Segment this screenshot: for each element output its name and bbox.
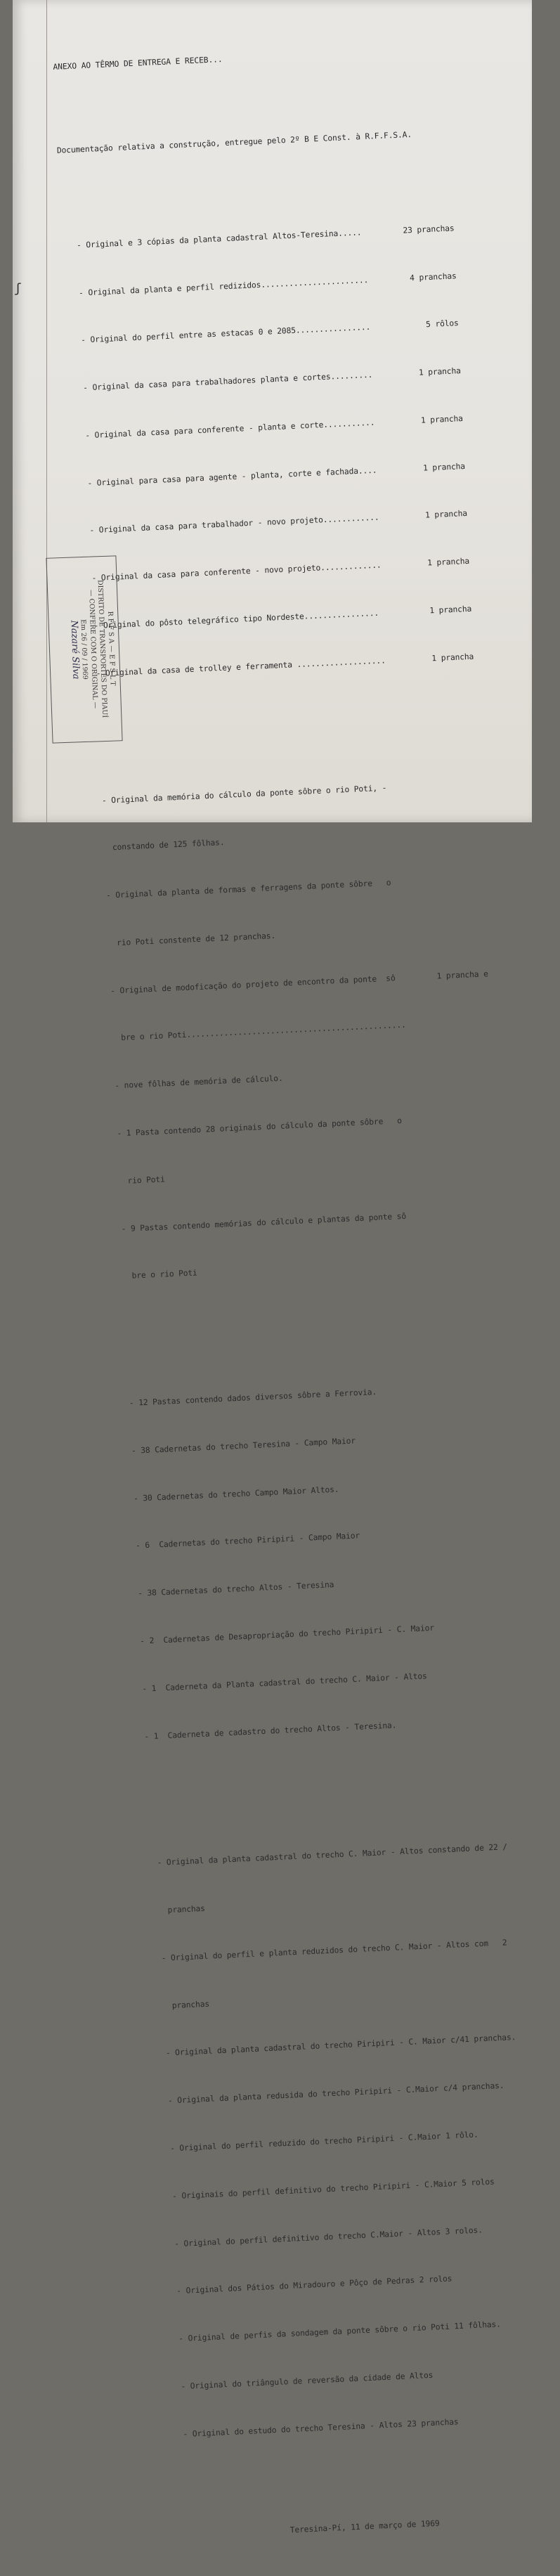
document-title: Documentação relativa a construção, entregue pelo 2º B E Const. à R.F.F.S.A.: [56, 130, 412, 155]
page-margin-line: [46, 0, 47, 822]
stamp-text: [44, 556, 122, 742]
list-item: - Original da planta cadastral do trecho Piripiri - C. Maior c/41 pranchas.: [165, 2033, 516, 2058]
list-item: - Original para casa para agente - planta, corte e fachada.... 1 prancha: [87, 461, 466, 488]
list-item: - 12 Pastas contendo dados diversos sôbre a Ferrovia.: [129, 1387, 377, 1409]
list-item: - Originais do perfil definitivo do trecho Piripiri - C.Maior 5 rolos: [171, 2177, 495, 2201]
list-item: - Original da casa para conferente - novo projeto............. 1 prancha: [91, 556, 470, 583]
list-item-continuation: bre o rio Poti...............................................: [120, 1020, 406, 1043]
stamp-signature: Nazaré Silva: [68, 620, 82, 680]
list-item: - 1 Caderneta da Planta cadastral do trecho C. Maior - Altos: [142, 1671, 427, 1694]
list-item-continuation: rio Poti: [127, 1174, 165, 1186]
list-item: - Original e 3 cópias da planta cadastral Altos-Teresina..... 23 pranchas: [76, 224, 455, 250]
list-item: - 1 Pasta contendo 28 originais do cálculo da ponte sôbre o: [117, 1115, 403, 1139]
list-item-continuation: bre o rio Poti: [131, 1268, 197, 1281]
list-item: - Original do perfil e planta reduzidos do trecho C. Maior - Altos com 2: [161, 1938, 507, 1963]
list-item: - 9 Pastas contendo memórias do cálculo e plantas da ponte sô: [121, 1211, 407, 1234]
list-item: - nove fôlhas de memória de cálculo.: [115, 1073, 283, 1091]
list-item: - Original da memória do cálculo da ponte sôbre o rio Poti, -: [101, 782, 387, 805]
list-item: - 38 Cadernetas do trecho Altos - Teresina: [137, 1580, 334, 1598]
list-item: - Original do perfil entre as estacas 0 e 2085................ 5 rôlos: [80, 318, 459, 345]
list-item: - Original dos Pátios do Miradouro e Pôço de Pedras 2 rolos: [176, 2274, 452, 2296]
document-header: ANEXO AO TÊRMO DE ENTREGA E RECEB...: [53, 55, 223, 72]
original-list: [133, 1807, 555, 2475]
notebook-list: [112, 1347, 523, 1778]
list-item-continuation: constando de 125 fôlhas.: [112, 838, 225, 853]
document-page: [13, 0, 532, 2535]
list-item: - 6 Cadernetas do trecho Piripiri - Campo Maior: [135, 1531, 360, 1551]
list-item: - 38 Cadernetas do trecho Teresina - Campo Maior: [131, 1436, 356, 1456]
list-item: - 30 Cadernetas do trecho Campo Maior Altos.: [133, 1484, 339, 1503]
list-item: - Original do estudo do trecho Teresina - Altos 23 pranchas: [183, 2416, 459, 2439]
list-item: - Original do perfil reduzido do trecho Piripiri - C.Maior 1 rôlo.: [169, 2130, 478, 2154]
list-item-continuation: pranchas: [167, 1903, 206, 1915]
list-item: - Original da casa para trabalhadores planta e cortes......... 1 prancha: [82, 366, 462, 393]
item-list: [60, 189, 476, 715]
list-item: - Original da casa para trabalhador - novo projeto............ 1 prancha: [89, 509, 468, 536]
list-item: - 2 Cadernetas de Desapropriação do trecho Piripiri - C. Maior: [139, 1623, 435, 1646]
list-item: - Original da planta de formas e ferragens da ponte sôbre o: [105, 878, 391, 900]
document-body: [51, 11, 560, 2576]
paragraph-list: [84, 744, 502, 1317]
list-item: - 1 Caderneta de cadastro do trecho Altos - Teresina.: [144, 1720, 397, 1742]
list-item: - Original do pôsto telegráfico tipo Nordeste................ 1 prancha: [93, 604, 472, 631]
stamp-line: DISTRITO DE TRANSPORTES DO PIAUÍ: [96, 579, 109, 718]
list-item: - Original de modoficação do projeto de encontro da ponte sô 1 prancha e: [110, 969, 488, 996]
list-item: - Original do triângulo de reversão da cidade de Altos: [181, 2370, 434, 2391]
stamp-line: R F F S A — E F S L T: [106, 611, 117, 686]
list-item: - Original da planta redusida do trecho Piripiri - C.Maior c/4 pranchas.: [167, 2080, 504, 2106]
certification-stamp: [46, 555, 122, 743]
list-item: - Original da casa para conferente - planta e corte........... 1 prancha: [85, 413, 464, 441]
list-item: - Original do perfil definitivo do trecho C.Maior - Altos 3 rolos.: [174, 2225, 483, 2248]
list-item-continuation: rio Poti constente de 12 pranchas.: [116, 931, 276, 947]
stamp-line: — CONFERE COM O ORIGINAL —: [87, 589, 99, 709]
list-item: - Original da planta e perfil redizidos....................... 4 pranchas: [78, 271, 457, 298]
list-item-continuation: pranchas: [171, 1999, 210, 2010]
list-item: - Original de perfis da sondagem da ponte sôbre o rio Poti 11 fôlhas.: [178, 2319, 502, 2344]
stamp-line: Em 26 / 09 / 1969: [79, 619, 89, 680]
list-item: - Original da planta cadastral do trecho C. Maior - Altos constando de 22 /: [157, 1842, 508, 1868]
pen-mark: ʃ: [14, 281, 22, 296]
list-item: - Original da casa de trolley e ferramenta ................... 1 prancha: [96, 652, 474, 678]
document-date: Teresina-Pí, 11 de março de 1969: [289, 2518, 440, 2535]
